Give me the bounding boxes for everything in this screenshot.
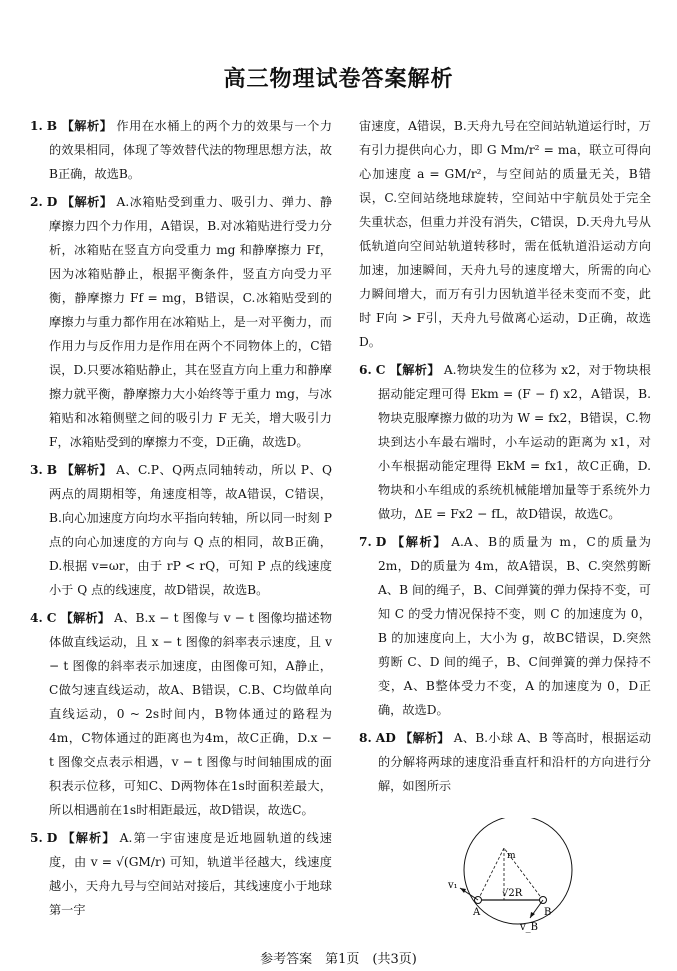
answer-item-4: 4. C 【解析】 A、B.x − t 图像与 v − t 图像均描述物体做直线运动，且 x − t 图像的斜率表示速度，且 v − t 图像的斜率表示加速度，由图像可知，A静止，C做匀速直线运动，故A、B错误，C.B、C均做单向直线运动，0 ~ 2s时间内，B物体通过的路程为4m，C物体通过的距离也为4m，故C正确，D.x − t 图像交点表示相遇，v − t 图像与时间轴围成的面积表示位移，可知C、D两物体在1s时面积差最大，所以相遇前在1s时相距最远，故D错误，故选C。 bbox=[30, 611, 333, 817]
arrowhead-v1 bbox=[460, 888, 466, 893]
page-title: 高三物理试卷答案解析 bbox=[223, 67, 454, 92]
answer-item-6: 6. C 【解析】 A.物块发生的位移为 x2，对于物块根据动能定理可得 Ekm = (F − f) x2，A错误，B.物块克服摩擦力做的功为 W = fx2，B错误，C.物块到达小车最右端时，小车运动的距离为 x1，对小车根据动能定理得 EkM = fx1，故C正确，D.物块和小车组成的系统机械能增加量等于系统外力做功，ΔE = Fx2 − fL，故D错误，故选C。 bbox=[359, 363, 651, 521]
dashed-line-left bbox=[478, 848, 504, 900]
right-column bbox=[359, 114, 651, 802]
left-column bbox=[30, 114, 332, 926]
answer-item-8: 8. AD 【解析】 A、B.小球 A、B 等高时，根据运动的分解将两球的速度沿垂直杆和沿杆的方向进行分解，如图所示 bbox=[359, 731, 652, 793]
answer-item-7: 7. D 【解析】 A.A、B的质量为 m，C的质量为 2m，D的质量为 4m，故A错误，B、C.突然剪断 A、B 间的绳子，B、C间弹簧的弹力保持不变，可知 C 的受力情况保持不变，则 C 的加速度为 0，B 的加速度向上，大小为 g，故BC错误，D.突然剪断 C、D 间的绳子，B、C间弹簧的弹力保持不变，A、B整体受力不变，A 的加速度为 0，D正确，故选D。 bbox=[359, 535, 651, 717]
label-vb: v_B bbox=[520, 922, 538, 933]
velocity-decomposition-figure bbox=[440, 818, 580, 938]
answer-item-5-continued: 宙速度，A错误，B.天舟九号在空间站轨道运行时，万有引力提供向心力，即 G Mm/r² = ma，联立可得向心加速度 a = GM/r²，与空间站的质量无关，B错误，C.空间站绕地球旋转，空间站中宇航员处于完全失重状态，但重力并没有消失，C错误，D.天舟九号从低轨道向空间站轨道转移时，需在低轨道沿运动方向加速，加速瞬间，天舟九号的速度增大，所需的向心力瞬间增大，而万有引力因轨道半径未变而不变，此时 F向 > F引，天舟九号做离心运动，D正确，故选D。 bbox=[359, 119, 651, 349]
answer-item-3: 3. B 【解析】 A、C.P、Q两点同轴转动，所以 P、Q 两点的周期相等，角速度相等，故A错误，C错误，B.向心加速度方向均水平指向转轴，所以同一时刻 P 点的向心加速度的方向与 Q 点的相同，故B正确，D.根据 v=ωr，由于 rP < rQ，可知 P 点的线速度小于 Q 点的线速度，故D错误，故选B。 bbox=[30, 463, 333, 597]
label-a: A bbox=[473, 907, 481, 918]
label-b: B bbox=[544, 907, 552, 918]
label-r: √2R bbox=[502, 888, 523, 899]
label-v1: v₁ bbox=[448, 880, 458, 891]
label-m: m bbox=[507, 851, 516, 861]
answer-item-1: 1. B 【解析】 作用在水桶上的两个力的效果与一个力的效果相同，体现了等效替代法的物理思想方法，故B正确，故选B。 bbox=[30, 119, 333, 181]
answer-item-2: 2. D 【解析】 A.冰箱贴受到重力、吸引力、弹力、静摩擦力四个力作用，A错误，B.对冰箱贴进行受力分析，冰箱贴在竖直方向受重力 mg 和静摩擦力 Ff，因为冰箱贴静止，根据平衡条件，竖直方向受力平衡，静摩擦力 Ff = mg，B错误，C.冰箱贴受到的摩擦力与重力都作用在冰箱贴上，是一对平衡力，而作用力与反作用力是作用在两个不同物体上的，C错误，D.只要冰箱贴静止，其在竖直方向上重力和静摩擦力就平衡，静摩擦力大小始终等于重力 mg，与冰箱贴和冰箱侧壁之间的吸引力 F 无关，增大吸引力 F，冰箱贴受到的摩擦力不变，D正确，故选D。 bbox=[30, 195, 333, 449]
answer-item-5: 5. D 【解析】 A.第一宇宙速度是近地圆轨道的线速度，由 v = √(GM/r) 可知，轨道半径越大，线速度越小，天舟九号与空间站对接后，其线速度小于地球第一宇 bbox=[30, 831, 332, 917]
page-footer: 参考答案 第1页 (共3页) bbox=[260, 952, 417, 967]
